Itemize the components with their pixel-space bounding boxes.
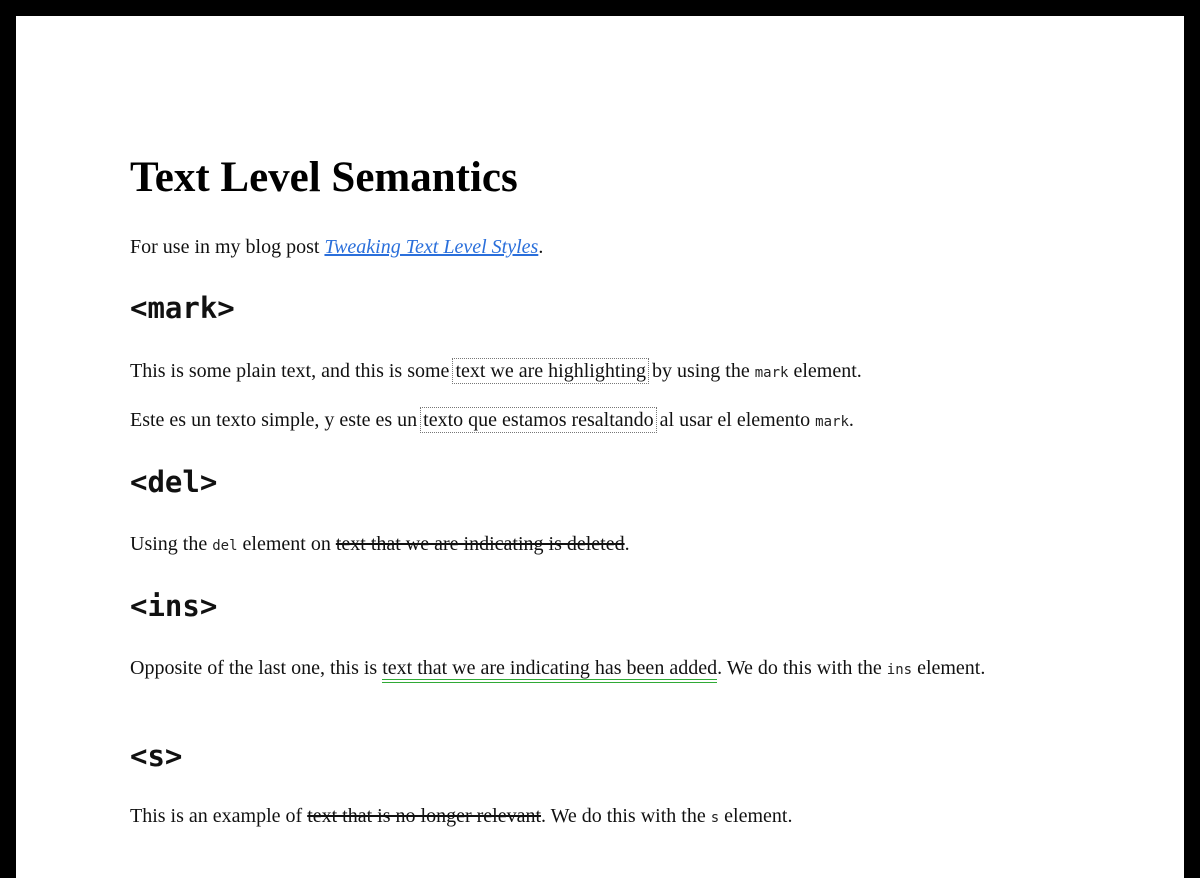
deleted-text: text that we are indicating is deleted: [335, 533, 625, 555]
ins-paragraph: [130, 656, 1040, 682]
document-page: [16, 16, 1184, 878]
text-span: element.: [912, 657, 986, 679]
blog-post-link[interactable]: Tweaking Text Level Styles: [324, 236, 539, 258]
intro-paragraph: [130, 235, 543, 259]
intro-prefix: For use in my blog post: [130, 236, 325, 258]
s-heading: <s>: [130, 739, 183, 773]
text-span: Using the: [130, 533, 213, 555]
inline-code: s: [710, 810, 720, 826]
struck-text: text that is no longer relevant: [307, 805, 542, 827]
mark-paragraph-spanish: [130, 408, 854, 434]
text-span: Opposite of the last one, this is: [130, 657, 383, 679]
text-span: . We do this with the: [717, 657, 887, 679]
del-heading: <del>: [130, 465, 218, 499]
text-span: . We do this with the: [541, 805, 711, 827]
text-span: .: [624, 533, 630, 555]
ins-heading: <ins>: [130, 589, 218, 623]
del-paragraph: [130, 532, 630, 558]
text-span: This is an example of: [130, 805, 308, 827]
inserted-text: text that we are indicating has been added: [382, 657, 717, 683]
text-span: Este es un texto simple, y este es un: [130, 409, 423, 431]
mark-paragraph-english: [130, 359, 862, 385]
page-title: Text Level Semantics: [130, 154, 518, 201]
inline-code: mark: [754, 365, 789, 381]
text-span: element.: [719, 805, 793, 827]
inline-code: del: [212, 538, 238, 554]
highlighted-text: text we are highlighting: [455, 360, 646, 382]
text-span: .: [848, 409, 854, 431]
s-paragraph: [130, 804, 792, 830]
text-span: by using the: [646, 360, 755, 382]
intro-suffix: .: [538, 236, 544, 258]
inline-code: ins: [886, 662, 913, 678]
text-span: al usar el elemento: [654, 409, 816, 431]
text-span: This is some plain text, and this is some: [130, 360, 455, 382]
text-span: element.: [788, 360, 862, 382]
inline-code: mark: [815, 414, 849, 430]
mark-heading: <mark>: [130, 291, 235, 325]
highlighted-text: texto que estamos resaltando: [423, 409, 654, 431]
text-span: element on: [237, 533, 336, 555]
